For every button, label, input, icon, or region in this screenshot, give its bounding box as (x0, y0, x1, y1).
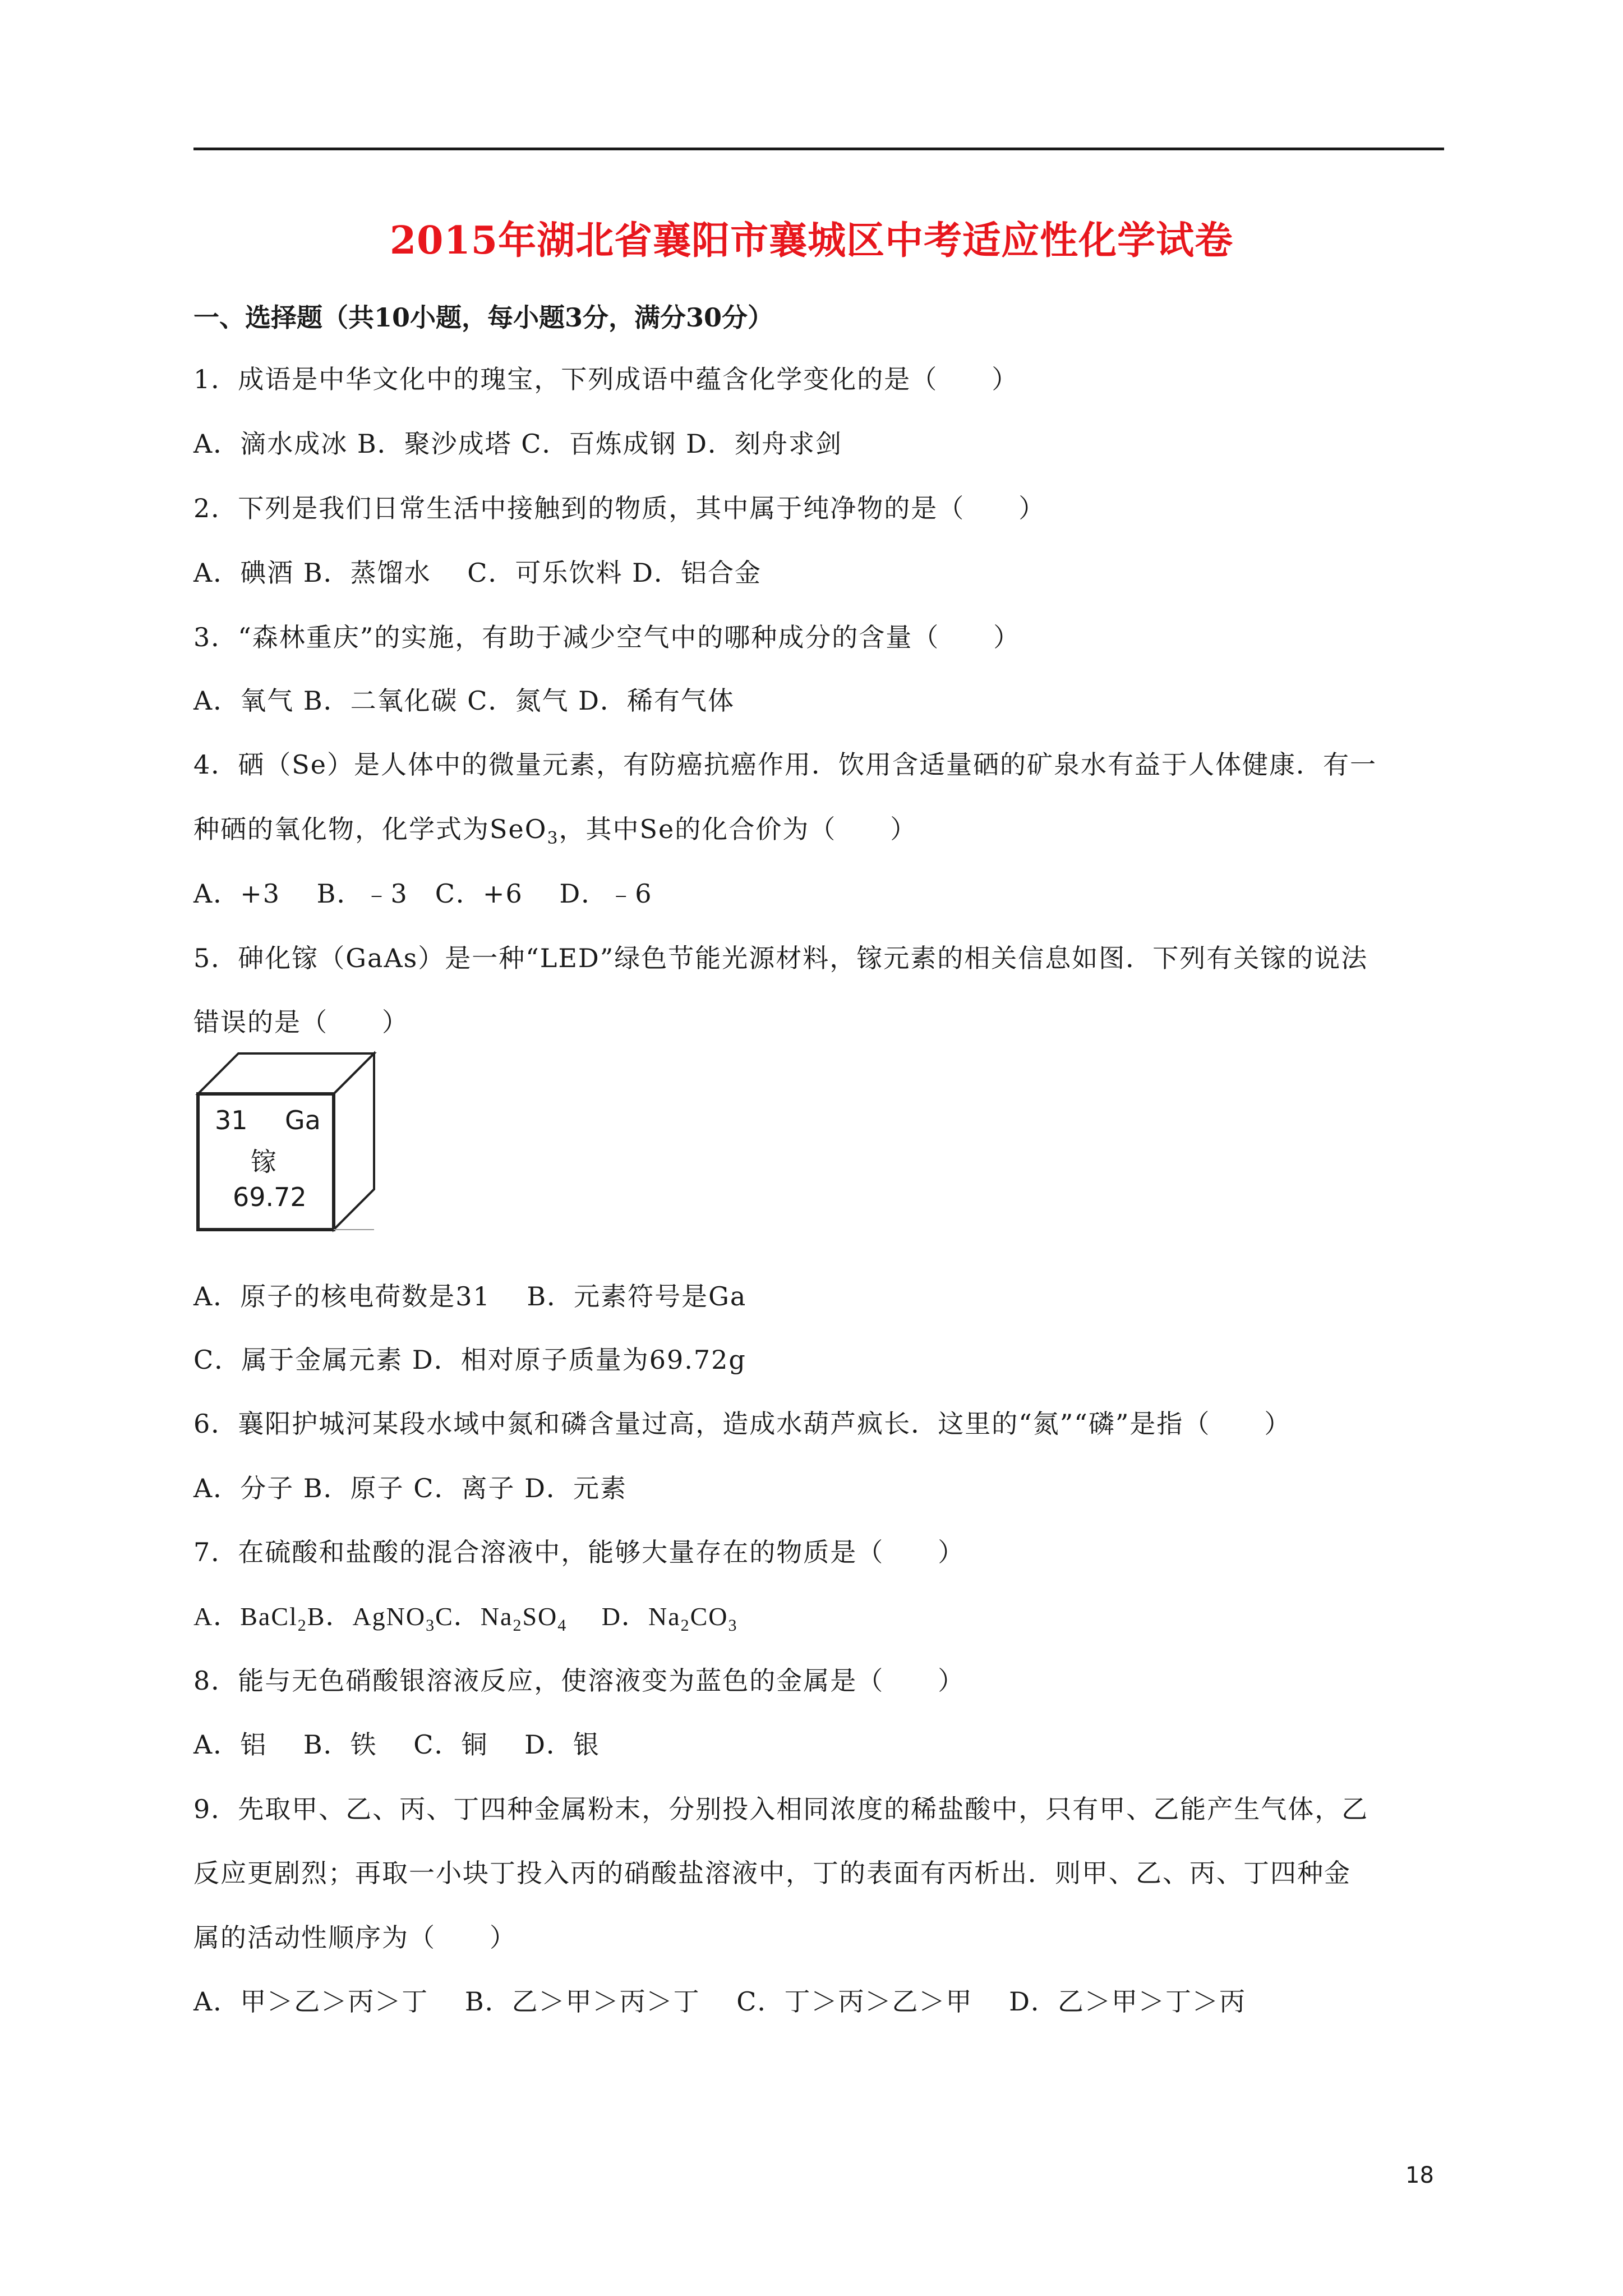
question-7-options: A．BaCl$_2$B．AgNO$_3$C．$Na_2SO_4$ D．$Na_2CO_3$ (193, 1602, 738, 1635)
page-number: 18 (1405, 2162, 1434, 2188)
question-8-stem: 8．能与无色硝酸银溶液反应，使溶液变为蓝色的金属是（ ） (193, 1665, 965, 1696)
exam-title: 2015年湖北省襄阳市襄城区中考适应性化学试卷 (389, 218, 1234, 263)
question-4-options: A．+3 B．﹣3 C．+6 D．﹣6 (193, 878, 653, 909)
question-1-options: A．滴水成冰 B．聚沙成塔 C．百炼成钢 D．刻舟求剑 (193, 429, 842, 459)
atomic-mass: 69.72 (233, 1182, 307, 1212)
question-9-options: A．甲＞乙＞丙＞丁 B．乙＞甲＞丙＞丁 C．丁＞丙＞乙＞甲 D．乙＞甲＞丁＞丙 (193, 1986, 1246, 2017)
element-symbol: Ga (285, 1105, 321, 1135)
question-9-stem-line-3: 属的活动性顺序为（ ） (193, 1922, 517, 1953)
header-rule (193, 148, 1444, 150)
question-5-options-line-1: A．原子的核电荷数是31 B．元素符号是Ga (193, 1281, 747, 1312)
gallium-element-card (193, 1049, 379, 1234)
question-4-stem-line-1: 4．硒（Se）是人体中的微量元素，有防癌抗癌作用．饮用含适量硒的矿泉水有益于人体健康．有一 (193, 749, 1377, 780)
question-2-options: A．碘酒 B．蒸馏水 C．可乐饮料 D．铝合金 (193, 558, 762, 588)
section-heading: 一、选择题（共10小题，每小题3分，满分30分） (193, 302, 774, 333)
question-9-stem-line-2: 反应更剧烈；再取一小块丁投入丙的硝酸盐溶液中，丁的表面有丙析出．则甲、乙、丙、丁四种金 (193, 1858, 1351, 1888)
question-9-stem-line-1: 9．先取甲、乙、丙、丁四种金属粉末，分别投入相同浓度的稀盐酸中，只有甲、乙能产生气体，乙 (193, 1794, 1369, 1824)
question-4-stem-line-2: 种硒的氧化物，化学式为SeO$_3$，其中Se的化合价为（ ） (193, 814, 917, 848)
question-1-stem: 1．成语是中华文化中的瑰宝，下列成语中蕴含化学变化的是（ ） (193, 364, 1019, 394)
question-3-stem: 3．“森林重庆”的实施，有助于减少空气中的哪种成分的含量（ ） (193, 622, 1021, 652)
question-2-stem: 2．下列是我们日常生活中接触到的物质，其中属于纯净物的是（ ） (193, 493, 1046, 523)
question-6-options: A．分子 B．原子 C．离子 D．元素 (193, 1473, 627, 1503)
question-5-stem-line-2: 错误的是（ ） (193, 1007, 409, 1037)
question-6-stem: 6．襄阳护城河某段水域中氮和磷含量过高，造成水葫芦疯长．这里的“氮”“磷”是指（ ） (193, 1409, 1292, 1439)
question-5-options-line-2: C．属于金属元素 D．相对原子质量为69.72g (193, 1345, 746, 1375)
question-8-options: A．铝 B．铁 C．铜 D．银 (193, 1729, 600, 1760)
atomic-number: 31 (215, 1105, 248, 1135)
element-name: 镓 (251, 1147, 276, 1177)
question-7-stem: 7．在硫酸和盐酸的混合溶液中，能够大量存在的物质是（ ） (193, 1537, 965, 1567)
question-5-stem-line-1: 5．砷化镓（GaAs）是一种“LED”绿色节能光源材料，镓元素的相关信息如图．下列有关镓的说法 (193, 943, 1368, 973)
question-3-options: A．氧气 B．二氧化碳 C．氮气 D．稀有气体 (193, 685, 735, 716)
